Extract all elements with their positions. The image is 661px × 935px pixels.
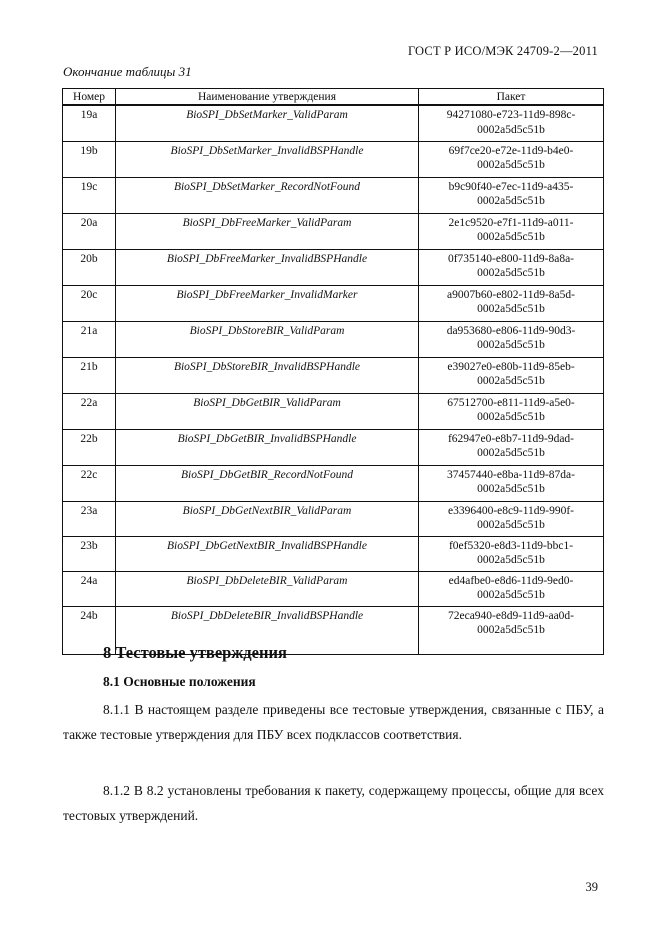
package-id-line-1: e39027e0-e80b-11d9-85eb-	[447, 360, 575, 373]
document-standard-header: ГОСТ Р ИСО/МЭК 24709-2—2011	[407, 44, 598, 58]
row-number-cell: 19b	[63, 141, 116, 177]
package-id-line-2: 0002a5d5c51b	[477, 447, 545, 459]
package-id-line-1: 72eca940-e8d9-11d9-aa0d-	[447, 609, 575, 622]
package-id-line-2: 0002a5d5c51b	[477, 519, 545, 531]
row-number-cell: 23b	[63, 536, 116, 571]
package-cell	[419, 606, 604, 654]
package-cell	[419, 141, 604, 177]
assertion-name-cell: BioSPI_DbGetBIR_ValidParam	[116, 393, 419, 429]
package-id-line-2: 0002a5d5c51b	[477, 195, 545, 207]
table-row	[63, 177, 604, 213]
row-number-cell: 19c	[63, 177, 116, 213]
table-row	[63, 571, 604, 606]
row-number-cell: 19a	[63, 105, 116, 141]
package-cell	[419, 249, 604, 285]
row-number-cell: 20c	[63, 285, 116, 321]
package-cell	[419, 357, 604, 393]
column-header-package: Пакет	[419, 89, 604, 106]
row-number-cell: 22a	[63, 393, 116, 429]
row-number-cell: 20a	[63, 213, 116, 249]
assertion-name-cell: BioSPI_DbStoreBIR_InvalidBSPHandle	[116, 357, 419, 393]
package-id-line-1: ed4afbe0-e8d6-11d9-9ed0-	[448, 574, 574, 587]
table-row	[63, 357, 604, 393]
table-body	[63, 105, 604, 654]
assertion-name-cell: BioSPI_DbFreeMarker_InvalidBSPHandle	[116, 249, 419, 285]
package-id-line-2: 0002a5d5c51b	[477, 375, 545, 387]
package-id-line-2: 0002a5d5c51b	[477, 303, 545, 315]
package-id-line-2: 0002a5d5c51b	[477, 554, 545, 566]
package-cell	[419, 501, 604, 536]
package-cell	[419, 213, 604, 249]
row-number-cell: 21a	[63, 321, 116, 357]
table-row	[63, 321, 604, 357]
column-header-assertion-name: Наименование утверждения	[116, 89, 419, 106]
row-number-cell: 22c	[63, 465, 116, 501]
column-header-number: Номер	[63, 89, 116, 106]
row-number-cell: 24a	[63, 571, 116, 606]
package-id-line-2: 0002a5d5c51b	[477, 267, 545, 279]
table-caption: Окончание таблицы 31	[63, 64, 192, 79]
table-row	[63, 285, 604, 321]
package-cell	[419, 177, 604, 213]
table-row	[63, 249, 604, 285]
package-id-line-2: 0002a5d5c51b	[477, 123, 545, 136]
package-id-line-1: da953680-e806-11d9-90d3-	[446, 324, 576, 337]
package-cell	[419, 393, 604, 429]
section-title: 8 Тестовые утверждения	[103, 643, 287, 662]
assertion-name-cell: BioSPI_DbSetMarker_RecordNotFound	[116, 177, 419, 213]
package-id-line-1: 2e1c9520-e7f1-11d9-a011-	[448, 216, 574, 229]
package-cell	[419, 285, 604, 321]
package-id-line-1: e3396400-e8c9-11d9-990f-	[447, 504, 575, 517]
assertion-name-cell: BioSPI_DbFreeMarker_InvalidMarker	[116, 285, 419, 321]
package-id-line-1: f0ef5320-e8d3-11d9-bbc1-	[448, 539, 574, 552]
row-number-cell: 21b	[63, 357, 116, 393]
table-row	[63, 501, 604, 536]
assertion-name-cell: BioSPI_DbGetNextBIR_InvalidBSPHandle	[116, 536, 419, 571]
assertion-name-cell: BioSPI_DbFreeMarker_ValidParam	[116, 213, 419, 249]
assertion-name-cell: BioSPI_DbGetBIR_InvalidBSPHandle	[116, 429, 419, 465]
paragraph-8-1-2: 8.1.2 В 8.2 установлены требования к пакету, содержащему процессы, общие для всех тестовых утверждений.	[63, 783, 604, 823]
package-cell	[419, 429, 604, 465]
table-row	[63, 465, 604, 501]
package-cell	[419, 321, 604, 357]
package-id-line-2: 0002a5d5c51b	[477, 231, 545, 243]
package-id-line-1: 67512700-e811-11d9-a5e0-	[447, 396, 575, 409]
assertions-table	[62, 88, 604, 655]
package-id-line-1: 37457440-e8ba-11d9-87da-	[447, 468, 575, 481]
table-row	[63, 393, 604, 429]
package-cell	[419, 571, 604, 606]
package-id-line-1: 0f735140-e800-11d9-8a8a-	[447, 252, 575, 265]
package-id-line-1: a9007b60-e802-11d9-8a5d-	[447, 288, 575, 301]
table-row	[63, 429, 604, 465]
table-header-row	[63, 89, 604, 106]
package-id-line-2: 0002a5d5c51b	[477, 339, 545, 351]
table-row	[63, 105, 604, 141]
row-number-cell: 23a	[63, 501, 116, 536]
row-number-cell: 22b	[63, 429, 116, 465]
row-number-cell: 24b	[63, 606, 116, 654]
assertion-name-cell: BioSPI_DbGetNextBIR_ValidParam	[116, 501, 419, 536]
package-cell	[419, 105, 604, 141]
row-number-cell: 20b	[63, 249, 116, 285]
package-id-line-2: 0002a5d5c51b	[477, 624, 545, 636]
paragraph-8-1-1: 8.1.1 В настоящем разделе приведены все тестовые утверждения, связанные с ПБУ, а также тестовые утверждения для ПБУ всех подклассов соответствия.	[63, 702, 604, 742]
page-number: 39	[585, 880, 598, 894]
table-row	[63, 141, 604, 177]
package-id-line-2: 0002a5d5c51b	[477, 159, 545, 171]
assertion-name-cell: BioSPI_DbDeleteBIR_InvalidBSPHandle	[116, 606, 419, 654]
package-id-line-2: 0002a5d5c51b	[477, 589, 545, 601]
package-id-line-1: 69f7ce20-e72e-11d9-b4e0-	[448, 144, 574, 157]
package-id-line-1: f62947e0-e8b7-11d9-9dad-	[447, 432, 575, 445]
package-id-line-2: 0002a5d5c51b	[477, 483, 545, 495]
package-id-line-1: b9c90f40-e7ec-11d9-a435-	[448, 180, 574, 193]
package-id-line-1: 94271080-e723-11d9-898c-	[446, 109, 576, 121]
table-row	[63, 536, 604, 571]
assertion-name-cell: BioSPI_DbDeleteBIR_ValidParam	[116, 571, 419, 606]
subsection-title: 8.1 Основные положения	[103, 674, 256, 689]
assertion-name-cell: BioSPI_DbSetMarker_ValidParam	[116, 105, 419, 141]
package-cell	[419, 536, 604, 571]
assertion-name-cell: BioSPI_DbSetMarker_InvalidBSPHandle	[116, 141, 419, 177]
package-id-line-2: 0002a5d5c51b	[477, 411, 545, 423]
package-cell	[419, 465, 604, 501]
assertion-name-cell: BioSPI_DbGetBIR_RecordNotFound	[116, 465, 419, 501]
assertion-name-cell: BioSPI_DbStoreBIR_ValidParam	[116, 321, 419, 357]
table-row	[63, 213, 604, 249]
